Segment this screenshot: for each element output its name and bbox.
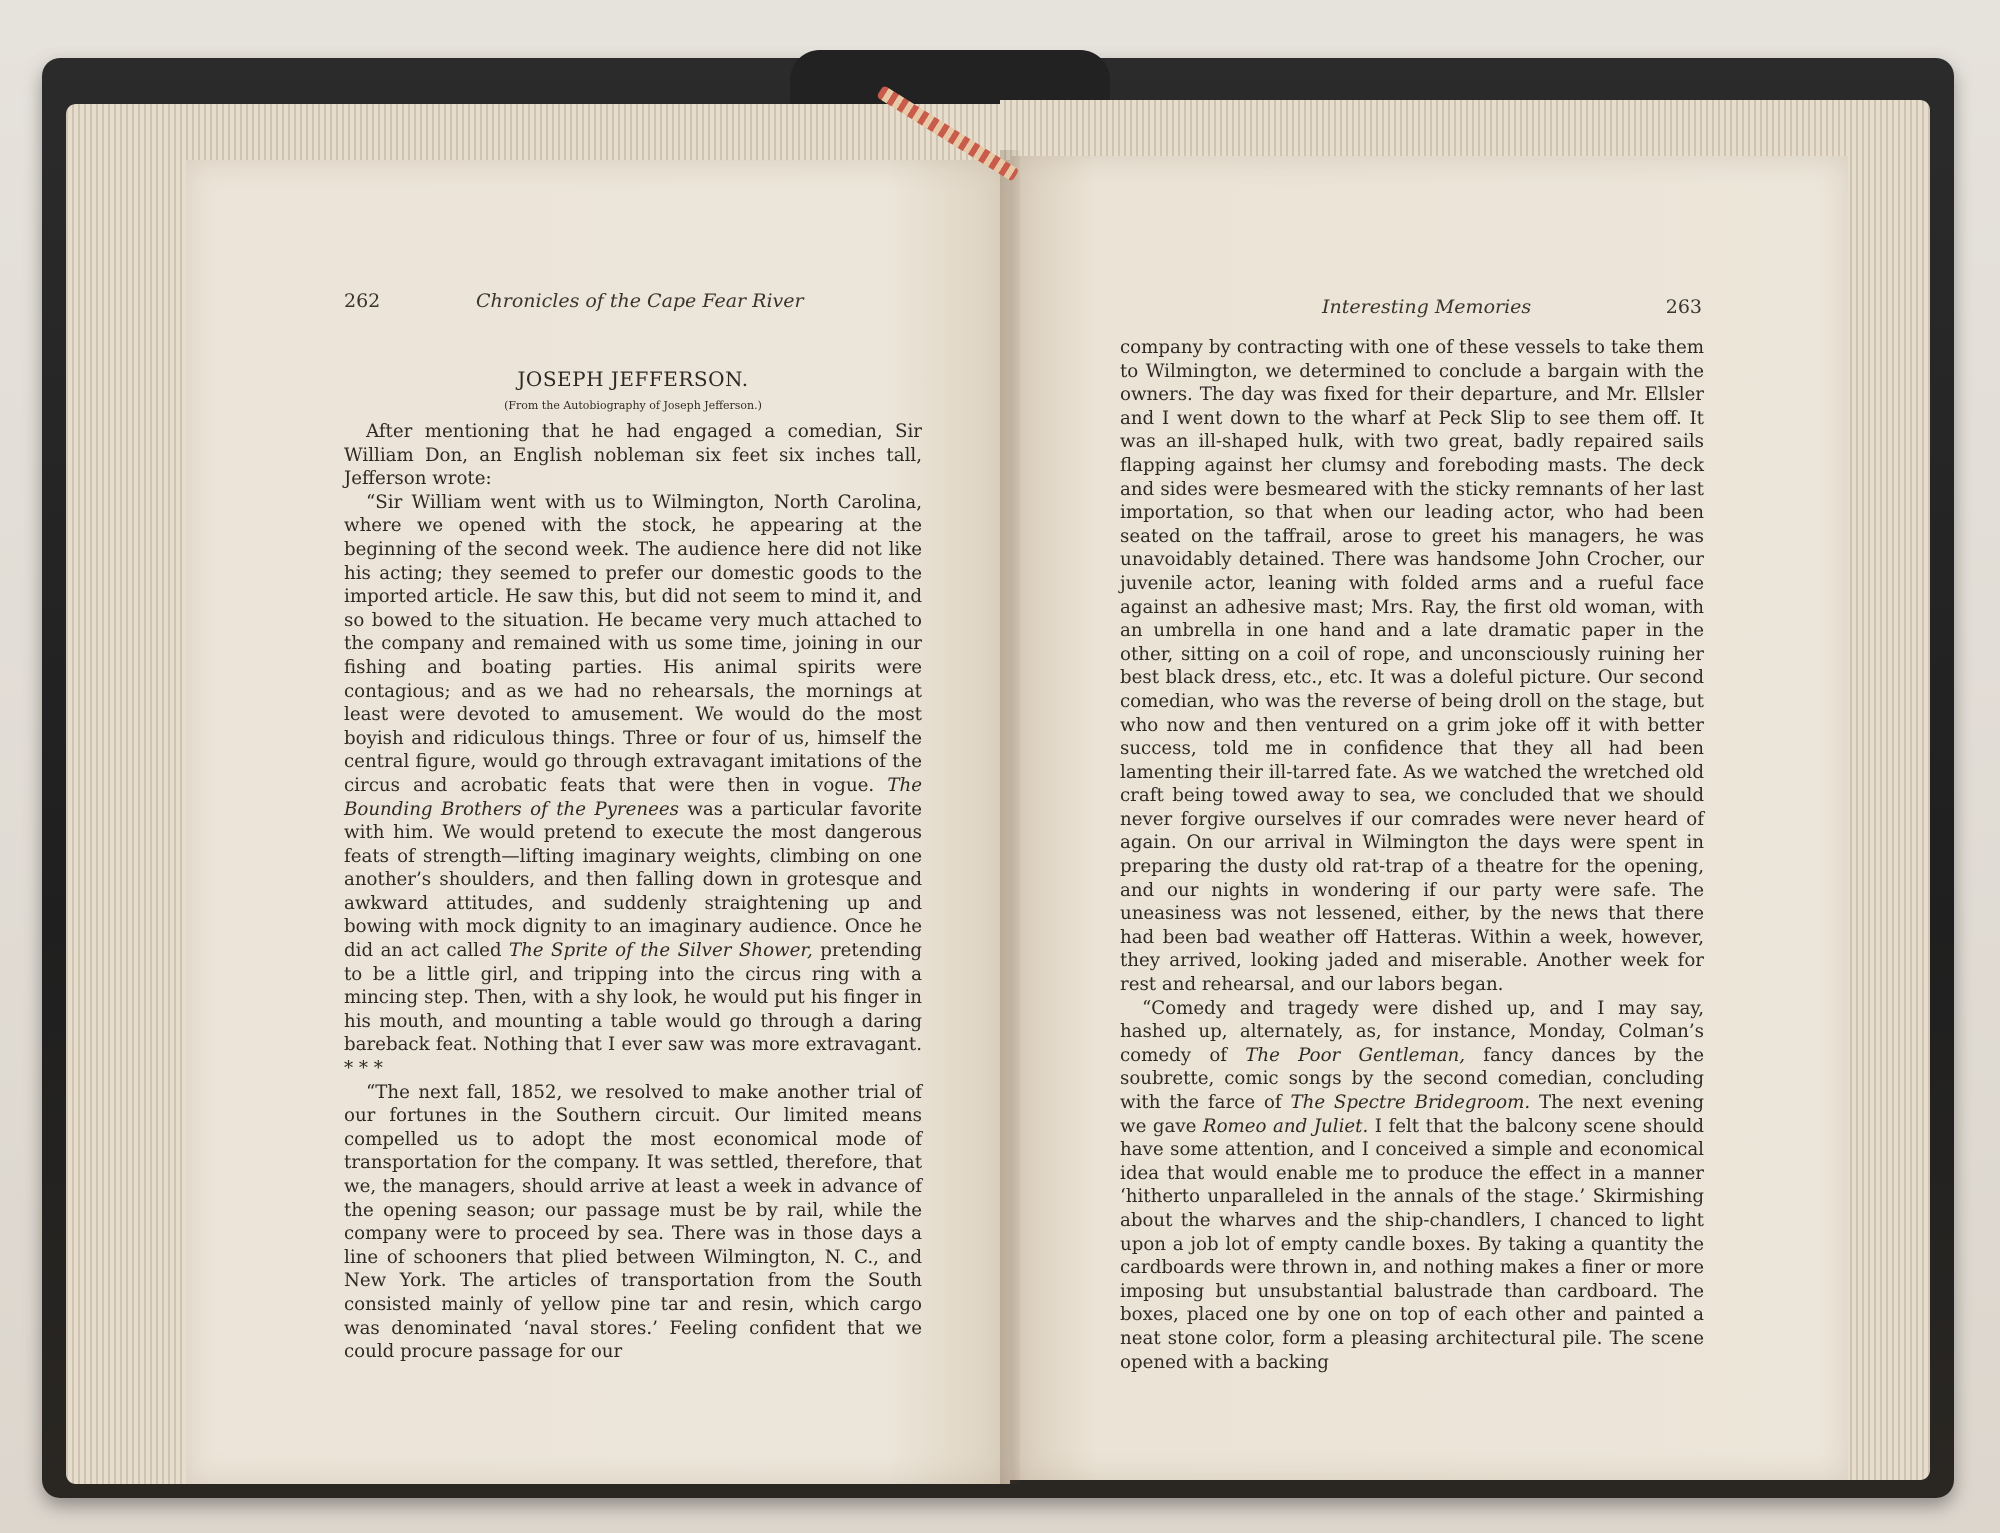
left-paragraphs xyxy=(344,420,922,1364)
right-paragraphs xyxy=(1120,336,1704,1374)
left-page-number: 262 xyxy=(344,290,381,312)
italic-title: The Sprite of the Silver Shower, xyxy=(508,940,813,962)
italic-title: The Spectre Bridegroom. xyxy=(1290,1092,1531,1113)
chapter-source: (From the Autobiography of Joseph Jefferson.) xyxy=(504,399,762,412)
italic-title: Romeo and Juliet. xyxy=(1202,1115,1369,1137)
right-running-title: Interesting Memories xyxy=(1322,296,1532,318)
text-run: After mentioning that he had engaged a comedian, Sir William Don, an English nobleman six feet six inches tall, Jefferson wrote: xyxy=(344,421,922,490)
right-page-body xyxy=(1120,336,1704,1374)
text-run: company by contracting with one of these vessels to take them to Wilmington, we determined to conclude a bargain with the owners. The day was fixed for their departure, and Mr. Ellsler and I went down to the wharf at Peck Slip to see them off. It was an ill-shaped hulk, with two great, badly repaired sails flapping against her clumsy and foreboding masts. The deck and sides were besmeared with the sticky remnants of her last importation, so that when our leading actor, who had been seated on the taffrail, arose to greet his managers, he was unavoidably detained. There was handsome John Crocher, our juvenile actor, leaning with folded arms and a rueful face against an adhesive mast; Mrs. Ray, the first old woman, with an umbrella in one hand and a late dramatic paper in the other, sitting on a coil of rope, and unconsciously ruining her best black dress, etc., etc. It was a doleful picture. Our second comedian, who was the reverse of being droll on the stage, but who now and then ventured on a grim joke off it with better success, told me in confidence that they all had been lamenting their ill-tarred fate. As we watched the wretched old craft being towed away to sea, we concluded that we should never forgive ourselves if our comrades were never heard of again. On our arrival in Wilmington the days were spent in preparing the dusty old rat-trap of a theatre for the opening, and our nights in wondering if our party were safe. The uneasiness was not lessened, either, by the news that there had been bad weather off Hatteras. Within a week, however, they arrived, looking jaded and miserable. Another week for rest and rehearsal, and our labors began. xyxy=(1120,337,1704,996)
text-run: fancy dances by the soubrette, comic songs by the second comedian, concluding with the farce of xyxy=(1120,1044,1704,1113)
text-run: “The next fall, 1852, we resolved to make another trial of our fortunes in the Southern circuit. Our limited means compelled us to adopt the most economical mode of transportation for the company. It was settled, therefore, that we, the managers, should arrive at least a week in advance of the opening season; our passage must be by rail, while the company were to proceed by sea. There was in those days a line of schooners that plied between Wilmington, N. C., and New York. The articles of transportation from the South consisted mainly of yellow pine tar and resin, which cargo was denominated ‘naval stores.’ Feeling confident that we could procure passage for our xyxy=(344,1081,922,1363)
text-run: The next evening we gave xyxy=(1120,1092,1704,1137)
paragraph xyxy=(344,1081,922,1364)
left-running-title: Chronicles of the Cape Fear River xyxy=(476,290,804,312)
paragraph xyxy=(1120,997,1704,1375)
text-run: pretending to be a little girl, and tripping into the circus ring with a mincing step. Then, with a shy look, he would put his finger in his mouth, and mounting a table would go through a daring bareback feat. Nothing that I ever saw was more extravagant. * * * xyxy=(344,940,922,1080)
left-page-body xyxy=(344,366,922,1364)
text-run: “Comedy and tragedy were dished up, and I may say, hashed up, alternately, as, for instance, Monday, Colman’s comedy of xyxy=(1120,997,1704,1066)
italic-title: The Poor Gentleman, xyxy=(1245,1044,1465,1066)
left-page xyxy=(186,160,1010,1484)
chapter-title: JOSEPH JEFFERSON. xyxy=(517,367,749,391)
paragraph xyxy=(344,491,922,1081)
right-page-number: 263 xyxy=(1665,296,1702,318)
italic-title: The Bounding Brothers of the Pyrenees xyxy=(344,774,922,820)
right-page xyxy=(1012,156,1848,1480)
text-run: “Sir William went with us to Wilmington, North Carolina, where we opened with the stock, he appearing at the beginning of the second week. The audience here did not like his acting; they seemed to prefer our domestic goods to the imported article. He saw this, but did not seem to mind it, and so bowed to the situation. He became very much attached to the company and remained with us some time, joining in our fishing and boating parties. His animal spirits were contagious; and as we had no rehearsals, the mornings at least were devoted to amusement. We would do the most boyish and ridiculous things. Three or four of us, himself the central figure, would go through extravagant imitations of the circus and acrobatic feats that were then in vogue. xyxy=(344,491,922,796)
book-gutter xyxy=(1000,150,1020,1484)
paragraph xyxy=(1120,336,1704,997)
text-run: I felt that the balcony scene should have some attention, and I conceived a simple and economical idea that would enable me to produce the effect in a manner ‘hitherto unparalleled in the annals of the stage.’ Skirmishing about the wharves and the ship-chandlers, I chanced to light upon a job lot of empty candle boxes. By taking a quantity the cardboards were thrown in, and nothing makes a finer or more imposing but unsubstantial balustrade than cardboard. The boxes, placed one by one on top of each other and painted a neat stone color, form a pleasing architectural pile. The scene opened with a backing xyxy=(1120,1115,1705,1373)
text-run: was a particular favorite with him. We would pretend to execute the most dangerous feats of strength—lifting imaginary weights, climbing on one another’s shoulders, and then falling down in grotesque and awkward attitudes, and suddenly straightening up and bowing with mock dignity to an imaginary audience. Once he did an act called xyxy=(344,798,923,962)
paragraph xyxy=(344,420,922,491)
